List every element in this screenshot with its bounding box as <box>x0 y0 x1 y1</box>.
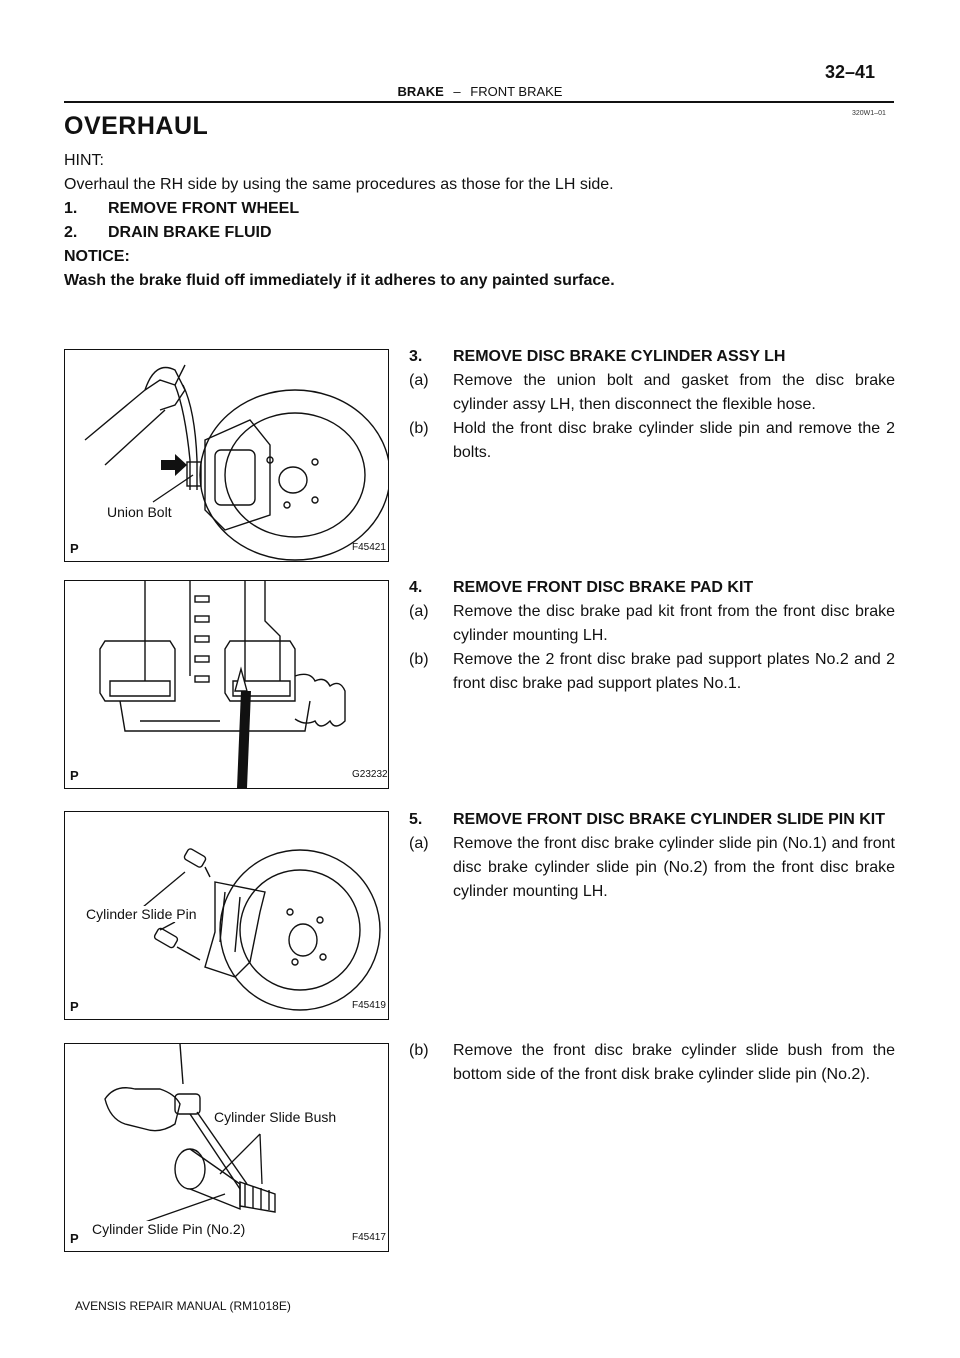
step-3a-label: (a) <box>409 372 429 389</box>
step-5b-text: Remove the front disc brake cylinder slide bush from the bottom side of the front disk brake cylinder slide pin (No.2). <box>453 1042 895 1083</box>
step-5a-label: (a) <box>409 835 429 852</box>
step-1-title: REMOVE FRONT WHEEL <box>108 200 300 217</box>
hint-label: HINT: <box>64 152 104 169</box>
step-4 <box>409 576 895 696</box>
step-5 <box>409 808 895 904</box>
figure-brake-pad <box>64 580 389 789</box>
step-3 <box>409 345 895 465</box>
running-header <box>0 84 960 99</box>
slide-bush-illustration <box>65 1044 388 1251</box>
step-1-number: 1. <box>64 200 78 217</box>
notice-label: NOTICE: <box>64 248 130 265</box>
cylinder-slide-bush-label: Cylinder Slide Bush <box>214 1109 337 1125</box>
step-5-number: 5. <box>409 811 423 828</box>
step-5b <box>409 1039 895 1087</box>
caliper-illustration <box>65 350 388 561</box>
step-5-title: REMOVE FRONT DISC BRAKE CYLINDER SLIDE PIN KIT <box>453 811 886 828</box>
cylinder-slide-pin-no2-label: Cylinder Slide Pin (No.2) <box>92 1221 246 1237</box>
document-code: 320W1–01 <box>852 110 886 117</box>
step-4a-label: (a) <box>409 603 429 620</box>
step-1 <box>64 197 299 221</box>
figure-p-mark: P <box>70 1231 79 1246</box>
figure-slide-pin <box>64 811 389 1020</box>
step-3-title: REMOVE DISC BRAKE CYLINDER ASSY LH <box>453 348 786 365</box>
figure-code: F45417 <box>352 1232 386 1243</box>
figure-p-mark: P <box>70 541 79 556</box>
step-3a-text: Remove the union bolt and gasket from the disc brake cylinder assy LH, then disconnect the flexible hose. <box>453 372 895 413</box>
page-number: 32–41 <box>825 62 876 82</box>
union-bolt-label: Union Bolt <box>107 504 172 520</box>
brake-pad-illustration <box>65 581 388 788</box>
notice-text: Wash the brake fluid off immediately if it adheres to any painted surface. <box>64 272 615 289</box>
figure-p-mark: P <box>70 999 79 1014</box>
step-2-number: 2. <box>64 224 78 241</box>
figure-p-mark: P <box>70 768 79 783</box>
hint-text: Overhaul the RH side by using the same procedures as those for the LH side. <box>64 176 614 193</box>
step-4b-text: Remove the 2 front disc brake pad support plates No.2 and 2 front disc brake pad support plates No.1. <box>453 651 895 692</box>
step-2-title: DRAIN BRAKE FLUID <box>108 224 272 241</box>
step-5a-text: Remove the front disc brake cylinder slide pin (No.1) and front disc brake cylinder slide pin (No.2) from the front disc brake cylinder mounting LH. <box>453 835 895 900</box>
step-2 <box>64 221 272 245</box>
step-3-number: 3. <box>409 348 423 365</box>
step-4-number: 4. <box>409 579 423 596</box>
page-title: OVERHAUL <box>64 112 209 140</box>
cylinder-slide-pin-label: Cylinder Slide Pin <box>86 906 197 922</box>
step-4-title: REMOVE FRONT DISC BRAKE PAD KIT <box>453 579 754 596</box>
figure-slide-bush <box>64 1043 389 1252</box>
step-3b-label: (b) <box>409 420 429 437</box>
header-section: BRAKE <box>397 84 444 99</box>
step-4a-text: Remove the disc brake pad kit front from the front disc brake cylinder mounting LH. <box>453 603 895 644</box>
figure-code: F45421 <box>352 542 386 553</box>
manual-footer: AVENSIS REPAIR MANUAL (RM1018E) <box>75 1299 291 1313</box>
header-rule <box>64 101 894 103</box>
figure-union-bolt <box>64 349 389 562</box>
header-subsection: FRONT BRAKE <box>470 84 563 99</box>
header-separator: – <box>453 84 461 99</box>
step-3b-text: Hold the front disc brake cylinder slide pin and remove the 2 bolts. <box>453 420 895 461</box>
figure-code: G23232 <box>352 769 388 780</box>
step-4b-label: (b) <box>409 651 429 668</box>
figure-code: F45419 <box>352 1000 386 1011</box>
step-5b-label: (b) <box>409 1042 429 1059</box>
